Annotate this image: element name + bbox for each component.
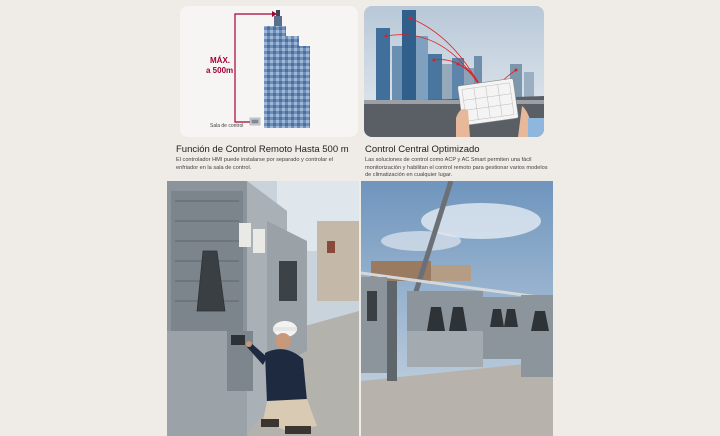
- feature-title-central-control: Control Central Optimizado: [365, 144, 480, 155]
- feature-description-central-control: Las soluciones de control como ACP y AC Smart permiten una fácil monitorización y habilitan el control remoto para gestionar varios modelos de climatización en cualquier lugar.: [365, 157, 548, 179]
- distance-label: MÁX. a 500m: [206, 56, 234, 75]
- control-room-label: Sala de control: [210, 123, 244, 129]
- feature-title-remote-control: Función de Control Remoto Hasta 500 m: [176, 144, 349, 155]
- hmi-controller-panel: [231, 335, 245, 345]
- rooftop-chillers-photo: [361, 181, 553, 436]
- remote-control-illustration: [180, 6, 358, 137]
- central-control-illustration: [364, 6, 544, 137]
- technician-photo: [167, 181, 359, 436]
- feature-description-remote-control: El controlador HMI puede instalarse por separado y controlar el enfriador en la sala de control.: [176, 157, 334, 171]
